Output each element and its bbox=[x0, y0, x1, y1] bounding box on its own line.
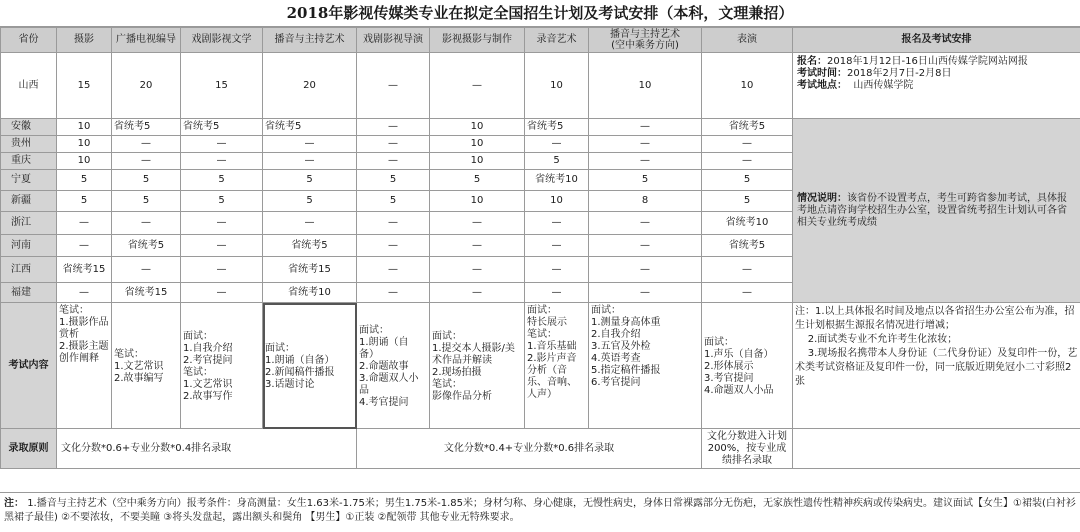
footnote bbox=[0, 492, 1080, 532]
admission-row bbox=[1, 429, 1080, 469]
table-cell[interactable]: 5 bbox=[181, 191, 263, 212]
table-cell[interactable]: 省统考15 bbox=[112, 283, 181, 303]
province-cell[interactable]: 山西 bbox=[1, 53, 57, 119]
table-cell[interactable]: — bbox=[181, 283, 263, 303]
table-cell[interactable]: 20 bbox=[112, 53, 181, 119]
table-cell[interactable]: 10 bbox=[430, 191, 525, 212]
table-cell[interactable]: — bbox=[357, 136, 430, 153]
table-cell[interactable]: 5 bbox=[181, 170, 263, 191]
table-cell[interactable]: 省统考5 bbox=[112, 119, 181, 136]
province-cell[interactable]: 福建 bbox=[1, 283, 57, 303]
table-cell[interactable]: 5 bbox=[357, 191, 430, 212]
table-cell[interactable]: — bbox=[357, 153, 430, 170]
situation-cell[interactable] bbox=[793, 119, 1080, 303]
table-cell[interactable]: — bbox=[112, 136, 181, 153]
exam-place-label: 考试地点： bbox=[797, 80, 847, 91]
admission-label[interactable]: 录取原则 bbox=[1, 429, 57, 469]
table-cell[interactable]: — bbox=[430, 257, 525, 283]
table-cell[interactable]: — bbox=[589, 235, 702, 257]
table-cell[interactable]: 15 bbox=[57, 53, 112, 119]
table-cell[interactable]: 省统考5 bbox=[181, 119, 263, 136]
table-cell[interactable]: 省统考10 bbox=[263, 283, 357, 303]
table-cell[interactable]: — bbox=[263, 212, 357, 235]
table-cell[interactable]: 10 bbox=[430, 119, 525, 136]
col-header[interactable]: 广播电视编导 bbox=[112, 28, 181, 53]
exam-content-cell[interactable]: 笔试： 1.文艺常识 2.故事编写 bbox=[112, 303, 181, 429]
col-header[interactable]: 影视摄影与制作 bbox=[430, 28, 525, 53]
province-cell[interactable]: 宁夏 bbox=[1, 170, 57, 191]
table-cell[interactable]: — bbox=[112, 257, 181, 283]
table-cell[interactable]: — bbox=[589, 153, 702, 170]
table-cell[interactable]: 省统考5 bbox=[112, 235, 181, 257]
table-cell[interactable]: 省统考5 bbox=[702, 119, 793, 136]
col-header[interactable]: 摄影 bbox=[57, 28, 112, 53]
table-cell[interactable]: — bbox=[181, 257, 263, 283]
table-cell[interactable]: 5 bbox=[263, 170, 357, 191]
header-row bbox=[1, 28, 1080, 53]
shanxi-exam-info[interactable] bbox=[793, 53, 1080, 119]
table-cell[interactable]: 省统考10 bbox=[702, 212, 793, 235]
table-cell[interactable]: — bbox=[112, 212, 181, 235]
table-cell[interactable]: 10 bbox=[430, 153, 525, 170]
col-header[interactable]: 播音与主持艺术 bbox=[263, 28, 357, 53]
table-cell[interactable]: 10 bbox=[57, 153, 112, 170]
table-cell[interactable]: 省统考10 bbox=[525, 170, 589, 191]
exam-content-cell[interactable]: 笔试： 1.摄影作品赏析 2.摄影主题创作阐释 bbox=[57, 303, 112, 429]
table-cell[interactable]: 10 bbox=[525, 53, 589, 119]
exam-time-text: 2018年2月7日-2月8日 bbox=[847, 68, 952, 79]
table-cell[interactable]: — bbox=[525, 212, 589, 235]
exam-content-cell[interactable]: 面试： 1.提交本人摄影/美术作品并解读 2.现场拍摄 笔试： 影像作品分析 bbox=[430, 303, 525, 429]
table-cell[interactable]: — bbox=[57, 235, 112, 257]
col-header[interactable]: 表演 bbox=[702, 28, 793, 53]
exam-content-cell[interactable]: 面试： 1.自我介绍 2.考官提问 笔试： 1.文艺常识 2.故事写作 bbox=[181, 303, 263, 429]
admission-rule-3[interactable]: 文化分数进入计划200%，按专业成绩排名录取 bbox=[702, 429, 793, 469]
page-title: 2018年影视传媒类专业在拟定全国招生计划及考试安排（本科，文理兼招） bbox=[0, 0, 1080, 27]
table-cell[interactable]: — bbox=[589, 283, 702, 303]
exam-content-label[interactable]: 考试内容 bbox=[1, 303, 57, 429]
table-cell[interactable]: — bbox=[357, 283, 430, 303]
table-cell[interactable]: 5 bbox=[589, 170, 702, 191]
table-cell[interactable]: — bbox=[181, 212, 263, 235]
table-cell[interactable]: — bbox=[589, 136, 702, 153]
exam-content-cell-selected[interactable]: 面试： 1.朗诵（自备） 2.新闻稿件播报 3.话题讨论 bbox=[263, 303, 357, 429]
table-cell[interactable]: 20 bbox=[263, 53, 357, 119]
province-cell[interactable]: 安徽 bbox=[1, 119, 57, 136]
table-cell[interactable]: — bbox=[181, 235, 263, 257]
table-cell[interactable]: — bbox=[430, 212, 525, 235]
table-cell[interactable]: 省统考15 bbox=[57, 257, 112, 283]
table-cell[interactable]: — bbox=[181, 153, 263, 170]
exam-content-cell[interactable]: 面试： 1.测量身高体重 2.自我介绍 3.五官及外检 4.英语考查 5.指定稿件播报 6.考官提问 bbox=[589, 303, 702, 429]
table-cell[interactable]: — bbox=[702, 283, 793, 303]
table-cell[interactable]: — bbox=[181, 136, 263, 153]
table-cell[interactable]: 省统考5 bbox=[263, 235, 357, 257]
table-row bbox=[1, 119, 1080, 136]
table-cell[interactable]: 5 bbox=[702, 191, 793, 212]
province-cell[interactable]: 贵州 bbox=[1, 136, 57, 153]
table-cell[interactable]: — bbox=[112, 153, 181, 170]
col-header[interactable]: 戏剧影视文学 bbox=[181, 28, 263, 53]
table-cell[interactable]: 5 bbox=[57, 170, 112, 191]
table-cell[interactable]: 10 bbox=[702, 53, 793, 119]
exam-notes-cell[interactable]: 注：1.以上具体报名时间及地点以各省招生办公室公布为准，招生计划根据生源报名情况进行增减； 2.面试类专业不允许考生化浓妆； 3.现场报名携带本人身份证（二代身份证）及复印件一份，艺术类考试资格证及复印件一份，同一底版近期免冠小二寸彩照2张 bbox=[793, 303, 1080, 429]
table-cell[interactable]: 5 bbox=[112, 170, 181, 191]
province-cell[interactable]: 新疆 bbox=[1, 191, 57, 212]
table-cell[interactable]: — bbox=[525, 136, 589, 153]
table-cell[interactable]: — bbox=[702, 257, 793, 283]
table-cell[interactable]: — bbox=[357, 235, 430, 257]
footnote-text: 1.播音与主持艺术（空中乘务方向）报考条件：身高测量：女生1.63米-1.75米；男生1.75米-1.85米；身材匀称、身心健康，无慢性病史，身体日常裸露部分无伤疤，无家族性遗传性精神疾病或传染病史。建议面试【女生】①裙装(白衬衫黑裙子最佳) ②不要浓妆，不要美瞳 ③将头发盘起，露出额头和鬓角 【男生】①正装 ②配领带 其他专业无特殊要求。 bbox=[4, 498, 1076, 523]
table-cell[interactable]: — bbox=[589, 119, 702, 136]
admission-rule-1[interactable]: 文化分数*0.6+专业分数*0.4排名录取 bbox=[57, 429, 357, 469]
footnote-label: 注： bbox=[4, 498, 24, 509]
table-cell[interactable]: — bbox=[430, 53, 525, 119]
table-cell[interactable]: — bbox=[702, 153, 793, 170]
exam-place-text: 山西传媒学院 bbox=[853, 80, 914, 91]
table-cell[interactable]: — bbox=[702, 136, 793, 153]
table-cell[interactable]: — bbox=[430, 283, 525, 303]
admission-rule-2[interactable]: 文化分数*0.4+专业分数*0.6排名录取 bbox=[357, 429, 702, 469]
table-cell[interactable]: 10 bbox=[57, 119, 112, 136]
col-header[interactable]: 报名及考试安排 bbox=[793, 28, 1080, 53]
exam-time-label: 考试时间： bbox=[797, 68, 847, 79]
province-cell[interactable]: 浙江 bbox=[1, 212, 57, 235]
table-cell[interactable]: — bbox=[57, 283, 112, 303]
table-cell[interactable]: 省统考5 bbox=[263, 119, 357, 136]
table-cell[interactable]: 5 bbox=[357, 170, 430, 191]
table-cell[interactable]: 10 bbox=[589, 53, 702, 119]
empty-cell[interactable] bbox=[793, 429, 1080, 469]
exam-content-row bbox=[1, 303, 1080, 429]
table-cell[interactable]: — bbox=[263, 136, 357, 153]
table-row bbox=[1, 53, 1080, 119]
col-header[interactable]: 播音与主持艺术 (空中乘务方向) bbox=[589, 28, 702, 53]
table-cell[interactable]: 省统考15 bbox=[263, 257, 357, 283]
table-cell[interactable]: 8 bbox=[589, 191, 702, 212]
table-cell[interactable]: — bbox=[357, 53, 430, 119]
table-cell[interactable]: 5 bbox=[263, 191, 357, 212]
exam-content-cell[interactable]: 面试： 1.朗诵（自备） 2.命题故事 3.命题双人小品 4.考官提问 bbox=[357, 303, 430, 429]
table-cell[interactable]: 5 bbox=[702, 170, 793, 191]
exam-content-cell[interactable]: 面试： 1.声乐（自备） 2.形体展示 3.考官提问 4.命题双人小品 bbox=[702, 303, 793, 429]
table-cell[interactable]: 10 bbox=[57, 136, 112, 153]
table-cell[interactable]: 10 bbox=[430, 136, 525, 153]
table-cell[interactable]: — bbox=[589, 257, 702, 283]
register-text: 2018年1月12日-16日山西传媒学院网站网报 bbox=[827, 56, 1028, 67]
table-cell[interactable]: — bbox=[357, 212, 430, 235]
situation-label: 情况说明： bbox=[797, 192, 847, 204]
table-cell[interactable]: 5 bbox=[430, 170, 525, 191]
table-cell[interactable]: — bbox=[525, 257, 589, 283]
table-cell[interactable]: 省统考5 bbox=[525, 119, 589, 136]
table-cell[interactable]: — bbox=[357, 257, 430, 283]
table-cell[interactable]: — bbox=[263, 153, 357, 170]
table-cell[interactable]: 5 bbox=[57, 191, 112, 212]
province-cell[interactable]: 江西 bbox=[1, 257, 57, 283]
province-cell[interactable]: 河南 bbox=[1, 235, 57, 257]
col-header[interactable]: 录音艺术 bbox=[525, 28, 589, 53]
table-cell[interactable]: 省统考5 bbox=[702, 235, 793, 257]
table-cell[interactable]: — bbox=[525, 283, 589, 303]
register-label: 报名： bbox=[797, 56, 827, 67]
table-cell[interactable]: — bbox=[357, 119, 430, 136]
table-cell[interactable]: 10 bbox=[525, 191, 589, 212]
enrollment-table bbox=[0, 27, 1080, 469]
table-cell[interactable]: — bbox=[430, 235, 525, 257]
table-cell[interactable]: — bbox=[57, 212, 112, 235]
province-cell[interactable]: 重庆 bbox=[1, 153, 57, 170]
table-cell[interactable]: — bbox=[589, 212, 702, 235]
table-cell[interactable]: 15 bbox=[181, 53, 263, 119]
table-cell[interactable]: 5 bbox=[525, 153, 589, 170]
table-cell[interactable]: — bbox=[525, 235, 589, 257]
table-cell[interactable]: 5 bbox=[112, 191, 181, 212]
exam-content-cell[interactable]: 面试： 特长展示 笔试： 1.音乐基础 2.影片声音分析（音乐、音响、人声） bbox=[525, 303, 589, 429]
situation-text: 该省份不设置考点，考生可跨省参加考试，具体报考地点请咨询学校招生办公室，设置省统考招生计划认可各省相关专业统考成绩 bbox=[797, 192, 1067, 228]
col-header[interactable]: 省份 bbox=[1, 28, 57, 53]
col-header[interactable]: 戏剧影视导演 bbox=[357, 28, 430, 53]
